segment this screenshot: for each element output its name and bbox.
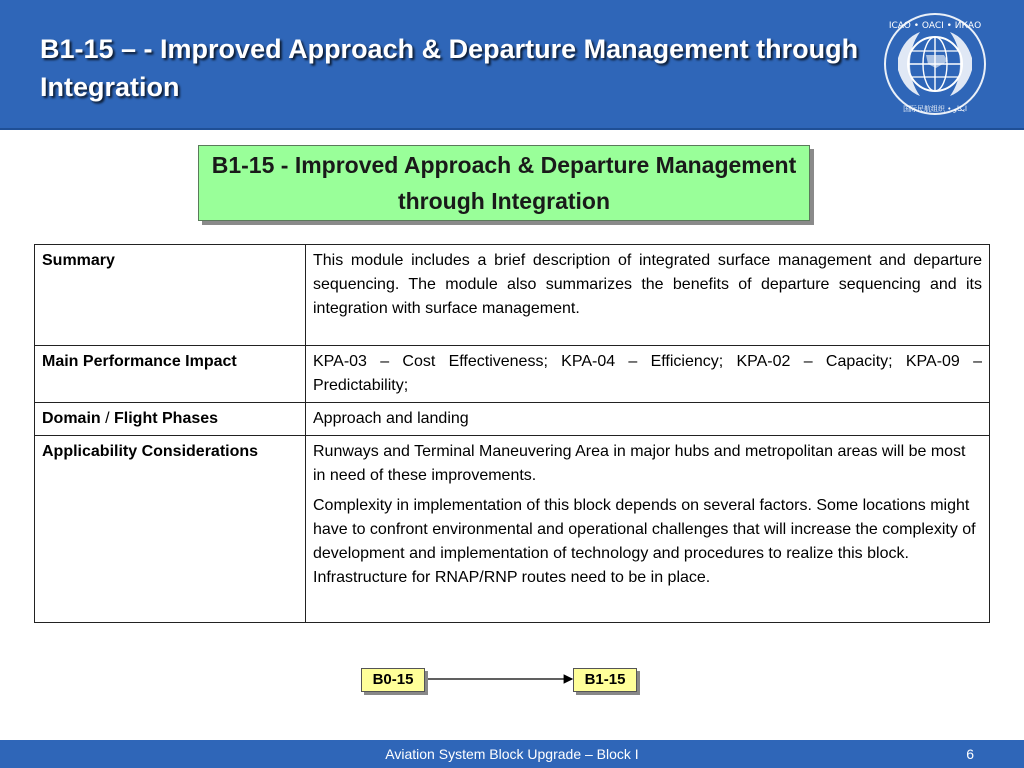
row-label-flight-phases: Flight Phases	[114, 410, 219, 427]
table-row-applicability	[35, 436, 990, 623]
row-label: Main Performance Impact	[35, 346, 306, 403]
row-value: KPA-03 – Cost Effectiveness; KPA-04 – Efficiency; KPA-02 – Capacity; KPA-09 – Predictability;	[306, 346, 990, 403]
module-title-box: B1-15 - Improved Approach & Departure Management through Integration	[198, 145, 810, 221]
row-value	[306, 436, 990, 623]
row-label-domain: Domain	[42, 410, 101, 427]
slide-title: B1-15 – - Improved Approach & Departure Management through Integration	[40, 34, 859, 102]
table-row-performance-impact	[35, 346, 990, 403]
row-value: Approach and landing	[306, 403, 990, 436]
row-value: This module includes a brief description of integrated surface management and departure sequencing. The module also summarizes the benefits of departure sequencing and its integration with surface management.	[306, 245, 990, 346]
title-bar	[0, 0, 1024, 130]
row-label: Summary	[35, 245, 306, 346]
table-row-domain	[35, 403, 990, 436]
dependency-from-box: B0-15	[361, 668, 425, 692]
footer-text: Aviation System Block Upgrade – Block I	[385, 746, 639, 762]
row-label: Applicability Considerations	[35, 436, 306, 623]
icao-emblem-icon	[876, 8, 994, 120]
row-label-separator: /	[100, 410, 115, 427]
module-info-table	[34, 244, 990, 623]
svg-text:ICAO • OACI • ИКАО: ICAO • OACI • ИКАО	[888, 21, 982, 31]
dependency-to-box: B1-15	[573, 668, 637, 692]
row-value-paragraph: Complexity in implementation of this block depends on several factors. Some locations might have to confront environmental and operational challenges that will increase the complexity of development and implementation of technology and procedures to realize this block. Infrastructure for RNAP/RNP routes need to be in place.	[313, 497, 976, 586]
row-label	[35, 403, 306, 436]
svg-text:国际民航组织 • ايكاو: 国际民航组织 • ايكاو	[903, 105, 967, 113]
row-value-paragraph: Runways and Terminal Maneuvering Area in major hubs and metropolitan areas will be most in need of these improvements.	[313, 443, 966, 484]
page-number: 6	[966, 746, 974, 762]
table-row-summary	[35, 245, 990, 346]
footer-bar	[0, 740, 1024, 768]
